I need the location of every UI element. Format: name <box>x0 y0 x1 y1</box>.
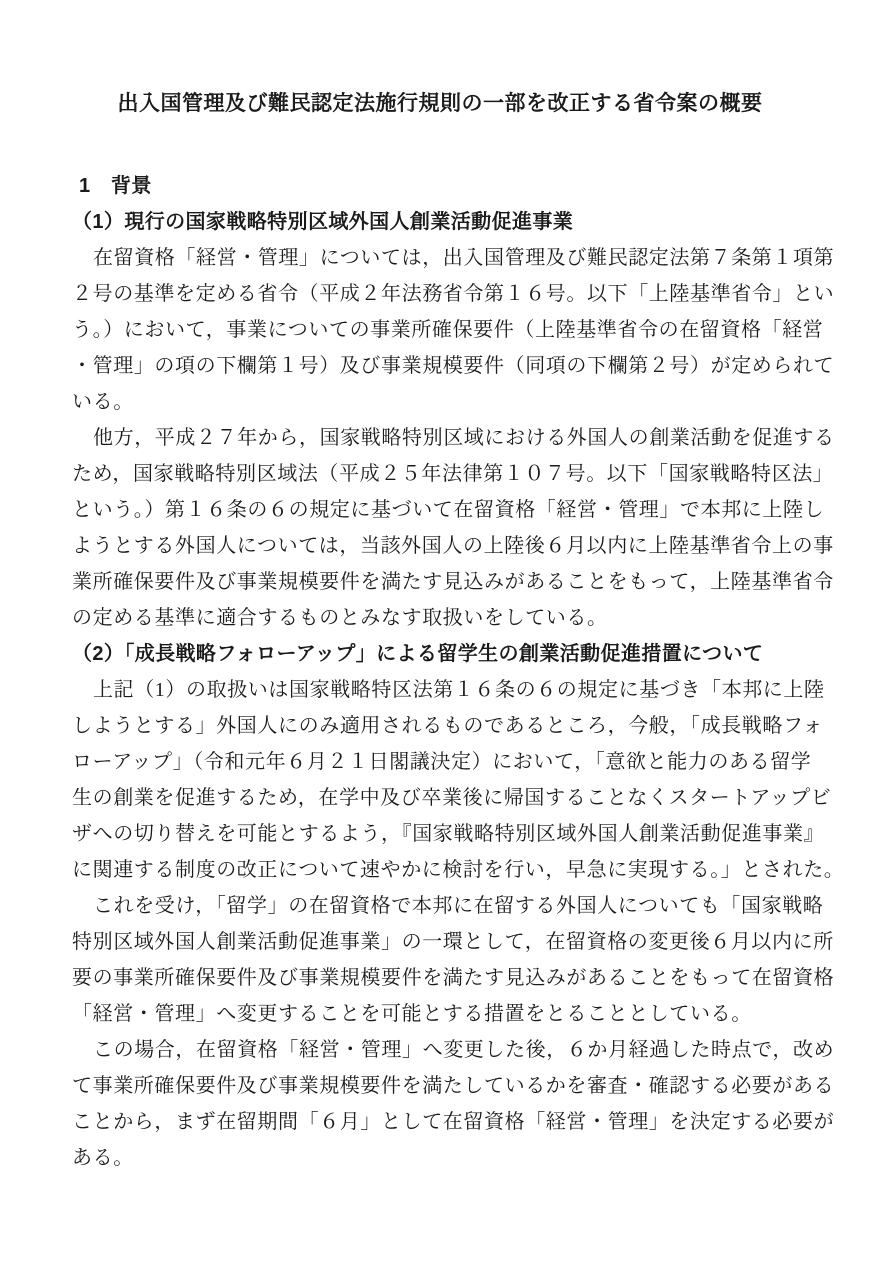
paragraph-2 <box>72 420 835 636</box>
paragraph-line: 在留資格「経営・管理」については，出入国管理及び難民認定法第７条第１項第 <box>93 247 835 269</box>
paragraph-line: ある。 <box>72 1147 134 1169</box>
paragraph-line: に関連する制度の改正について速やかに検討を行い，早急に実現する。」とされた。 <box>72 859 845 881</box>
paragraph-1 <box>72 240 835 420</box>
paragraph-line: 要の事業所確保要件及び事業規模要件を満たす見込みがあることをもって在留資格 <box>72 967 835 989</box>
paragraph-line: この場合，在留資格「経営・管理」へ変更した後，６か月経過した時点で，改め <box>93 1039 835 1061</box>
subsection-heading-2: （2）「成長戦略フォローアップ」による留学生の創業活動促進措置について <box>72 643 764 665</box>
paragraph-line: ため，国家戦略特別区域法（平成２５年法律第１０７号。以下「国家戦略特区法」 <box>72 463 834 485</box>
document-body <box>72 168 845 1176</box>
document-title: 出入国管理及び難民認定法施行規則の一部を改正する省令案の概要 <box>117 92 763 115</box>
paragraph-line: ことから，まず在留期間「６月」として在留資格「経営・管理」を決定する必要が <box>72 1111 835 1133</box>
paragraph-line: 特別区域外国人創業活動促進事業」の一環として，在留資格の変更後６月以内に所 <box>72 931 834 953</box>
paragraph-line: しようとする」外国人にのみ適用されるものであるところ，今般，「成長戦略フォ <box>72 715 824 737</box>
section-heading-background: 1 背景 <box>79 175 152 197</box>
paragraph-5 <box>72 1032 835 1176</box>
paragraph-line: ２号の基準を定める省令（平成２年法務省令第１６号。以下「上陸基準省令」とい <box>72 283 835 305</box>
paragraph-line: ・管理」の項の下欄第１号）及び事業規模要件（同項の下欄第２号）が定められて <box>72 355 835 377</box>
paragraph-line: ザへの切り替えを可能とするよう，『国家戦略特別区域外国人創業活動促進事業』 <box>72 823 825 845</box>
paragraph-line: 他方，平成２７年から，国家戦略特別区域における外国人の創業活動を促進する <box>93 427 835 449</box>
subsection-heading-1: （1）現行の国家戦略特別区域外国人創業活動促進事業 <box>72 211 574 233</box>
paragraph-3 <box>72 672 845 888</box>
paragraph-line: これを受け，「留学」の在留資格で本邦に在留する外国人についても「国家戦略 <box>93 895 824 917</box>
paragraph-line: 生の創業を促進するため，在学中及び卒業後に帰国することなくスタートアップビ <box>72 787 832 809</box>
paragraph-line: ローアップ」（令和元年６月２１日閣議決定）において，「意欲と能力のある留学 <box>72 751 812 773</box>
paragraph-line: て事業所確保要件及び事業規模要件を満たしているかを審査・確認する必要がある <box>72 1075 835 1097</box>
paragraph-4 <box>72 888 835 1032</box>
paragraph-line: 「経営・管理」へ変更することを可能とする措置をとることとしている。 <box>72 1003 752 1025</box>
paragraph-line: ようとする外国人については，当該外国人の上陸後６月以内に上陸基準省令上の事 <box>72 535 834 557</box>
paragraph-line: いる。 <box>72 391 134 413</box>
paragraph-line: の定める基準に適合するものとみなす取扱いをしている。 <box>72 607 608 629</box>
paragraph-line: 上記（1）の取扱いは国家戦略特区法第１６条の６の規定に基づき「本邦に上陸 <box>93 679 825 701</box>
paragraph-line: という。）第１６条の６の規定に基づいて在留資格「経営・管理」で本邦に上陸し <box>72 499 825 521</box>
paragraph-line: 業所確保要件及び事業規模要件を満たす見込みがあることをもって，上陸基準省令 <box>72 571 834 593</box>
paragraph-line: う。）において，事業についての事業所確保要件（上陸基準省令の在留資格「経営 <box>72 319 824 341</box>
